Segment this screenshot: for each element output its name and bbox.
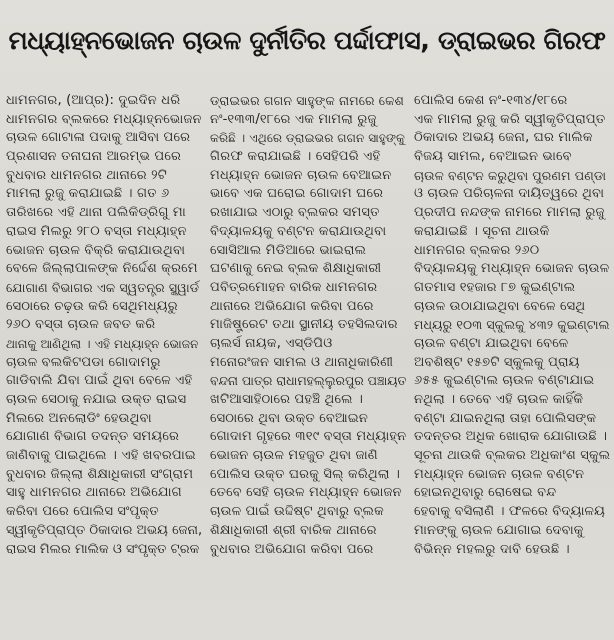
text-line: ପୋଲିସ କେଶ ନଂ-୧୩୪/୧୮ରେ (414, 93, 568, 108)
text-line: ଅବଶିଷ୍ଟ ୧୫୭ଟି ସ୍କୁଲକୁ ପ୍ରାୟ (414, 354, 580, 370)
text-line: ସୋସିଆଲ ମିଡିଆରେ ଭାଇରାଲ (210, 242, 367, 258)
text-line: ଥାନାରେ ଅଭିଯୋଗ କରିବା ପରେ (210, 298, 374, 314)
text-line: ଭୋଜନ ଚାଉଳ ବିକ୍ରି କରାଯାଉଥିବା (6, 242, 186, 258)
text-line: ବିଭିନ୍ନ ମହଲରୁ ଦାବି ହେଉଛି । (414, 541, 570, 557)
text-line: ସେଠାରେ ଚଢ଼ଉ କରି ସେଥିମଧ୍ୟରୁ (6, 298, 178, 314)
text-line: ନଥିଲା । ତେବେ ଏହି ଚାଉଳ କାହିଁକି (414, 392, 584, 407)
text-line: ଗିରଫ କରାଯାଇଛି । ସେହିପରି ଏହି (210, 149, 381, 165)
article-column-3 (414, 92, 610, 638)
text-line: ବଣ୍ଟା ଯାଇନଥିଲା ତାହା ପୋଲିସଙ୍କ (414, 410, 597, 426)
text-line: ଥାନାକୁ ଆଣିଥିଲା । ଏହି ମଧ୍ୟାହ୍ନ ଭୋଜନ (6, 336, 199, 351)
text-line: ଏକ ମାମଲା ରୁଜୁ କରି ସ୍ୱୀକୃତିପ୍ରାପ୍ତ (414, 111, 606, 127)
text-line: ବିଦ୍ୟାଳୟକୁ ମଧ୍ୟାହ୍ନ ଭୋଜନ ଚାଉଳ (414, 261, 610, 277)
text-line: ଚାଉଳ ପାଇଁ ଉଦ୍ଦିଷ୍ଟ ଥିବାରୁ ବ୍ଲକ (210, 504, 385, 520)
text-line: ଚାଲର୍ସ ନାୟକ, ଏସ୍ଡିପିଓ (210, 335, 333, 351)
text-line: ବୁଧବାର ଧାମନଗର ଥାନାରେ ୨ଟି (6, 167, 167, 183)
text-line: ଖଟିଆସାହିଠାରେ ପହଞ୍ଚି ଥିଲେ । (210, 392, 364, 407)
text-line: ଗତମାସ ୧ହଜାର ୮୭ କୁଇଣ୍ଟାଲ (414, 279, 576, 295)
text-line: ବନ୍ଦନା ପାତ୍ର ରାଧାମହଲ୍ଲୁରପୁର ପଞ୍ଚାୟତ (210, 374, 406, 389)
text-line: ଠିକାଦାର ଅଭୟ ଜେନା, ଘର ମାଲିକ (414, 130, 593, 146)
text-line: ସ୍ୱୀକୃତିପ୍ରାପ୍ତ ଠିକାଦାର ଅଭୟ ଜେନା, (6, 522, 202, 538)
text-line: ମଧ୍ୟରୁ ୧୦୩ ସ୍କୁଲକୁ ୪୩୨ କୁଇଣ୍ଟାଲ (414, 317, 610, 333)
text-line: ପ୍ରଶାସନ ତନାଘନା ଆରମ୍ଭ ପରେ (6, 149, 182, 165)
text-line: ସେଠାରେ ଥିବା ଉକ୍ତ ବେଆଇନ (210, 410, 369, 426)
text-line: ଚାଉଳ ସେଠାକୁ ନଯାଇ ଉକ୍ତ ରାଇସ (6, 392, 187, 407)
text-line: ଚାଉଳ ଗୋଟାଳା ପଦାକୁ ଆସିବା ପରେ (6, 130, 191, 146)
article-body (6, 92, 610, 638)
text-line: ୬୫୫ କୁଇଣ୍ଟାଲ ଚାଉଳ ବଣ୍ଟାଯାଇ (414, 373, 595, 389)
text-line: ଧାମନଗର, (ଆପ୍ର): ଦୁଇଦିନ ଧରି (6, 93, 181, 108)
article-column-2 (210, 92, 406, 638)
text-line: ସାହୁ ଧାମନଗର ଥାନାରେ ଅଭିଯୋଗ (6, 485, 182, 501)
text-line: ଓ ଚାଉଳ ପରିଚାଳନା ଦାୟିତ୍ୱରେ ଥିବା (414, 186, 605, 202)
text-line: ୨୬୦ ବସ୍ତା ଚାଉଳ ଜବତ କରି (6, 317, 156, 333)
text-line: ବିଜୟ ସାମଲ, ବେଆଇନ ଭାବେ (414, 149, 572, 165)
text-line: ବୁଧବାର ଅଭିଯୋଗ କରିବା ପରେ (210, 541, 374, 557)
text-line: ଜାଣିବାକୁ ପାଇଥିଲେ । ଏହି ଖବରପାଇ (6, 448, 196, 464)
text-line: ହୋଇନଥିବାରୁ ରୋଷେଇ ବନ୍ଦ (414, 485, 557, 501)
text-line: ମଧ୍ୟାହ୍ନ ଭୋଜନ ଚାଉଳ ବଣ୍ଟନ (414, 466, 585, 482)
text-line: ଧାମନଗର ବ୍ଲକରେ ମଧ୍ୟାହ୍ନଭୋଜନ (6, 111, 202, 127)
text-line: ଡ୍ରାଇଭର ଗଗନ ସାହୁଙ୍କ ନାମରେ କେଶ (210, 93, 404, 108)
text-line: ରାଇସ ମିଲରୁ ୨୮୦ ବସ୍ତା ମଧ୍ୟାହ୍ନ (6, 223, 187, 239)
text-line: ମାମଲା ରୁଜୁ କରାଯାଇଛି । ଗତ ୬ (6, 186, 170, 202)
text-line: ପବିତ୍ରମୋହନ ବାରିକ ଧାମନଗର (210, 279, 378, 295)
text-line: ନଂ-୧୩୩/୧୮ରେ ଏକ ମାମଲା ରୁଜୁ (210, 111, 377, 127)
text-line: ରାଇସ ମିଲର ମାଲିକ ଓ ସଂପୃକ୍ତ ଟ୍ରକ (6, 541, 200, 557)
text-line: ମନୋରଂଜନ ସାମଲ ଓ ଥାନାଧିକାରିଣୀ (210, 354, 394, 370)
text-line: ମଧ୍ୟାହ୍ନ ଭୋଜନ ଚାଉଳ ବେଆଇନ (210, 167, 392, 183)
text-line: ବେଳେ ଜିଲ୍ଲାପାଳଙ୍କ ନିର୍ଦ୍ଦେଶ କ୍ରମେ (6, 261, 198, 277)
text-line: ମାଜିଷ୍ଟ୍ରେଟ ତଥା ସ୍ଥାନୀୟ ତହସିଲଦାର (210, 317, 398, 333)
text-line: ଚାଉଳ ବଲକିଟପଡା ଗୋଦାମରୁ (6, 354, 161, 370)
text-line: କରିଛି । ଏଥିରେ ଡ୍ରାଇଭର ଗଗନ ସାହୁଙ୍କୁ (210, 131, 405, 146)
text-line: ସୂଚନା ଥାଉକି ବ୍ଲକର ଅଧିକାଂଶ ସ୍କୁଲ (414, 448, 610, 464)
article-column-1 (6, 92, 202, 638)
text-line: ଗୋଦାମ ଗୃହରେ ୩୧୯ ବସ୍ତା ମଧ୍ୟାହ୍ନ (210, 429, 406, 445)
text-line: ରଖାଯାଇ ଏଠାରୁ ବ୍ଲକର ସମସ୍ତ (210, 205, 380, 221)
text-line: ତେବେ ସେହି ଚାଉଳ ମଧ୍ୟାହ୍ନ ଭୋଜନ (210, 485, 402, 501)
text-line: ତଦନ୍ତର ଅଧିକ ଖୋରାକ ଯୋଗାଉଛି । (414, 429, 608, 445)
text-line: ଧାମନଗର ବ୍ଲକର ୨୬୦ (414, 242, 540, 258)
text-line: ତାରିଖରେ ଏହି ଥାନା ପଲିକିଡ୍ରିଗୁ ମା (6, 205, 186, 221)
text-line: ମିଲରେ ଅନଲୋଡିଂ ହେଉଥିବା (6, 410, 152, 426)
text-line: ଯୋଗାଣ ବିଭାଗର ଏକ ସ୍ୱତନ୍ତ୍ର ସ୍କ୍ୱାର୍ଡ (6, 279, 200, 295)
text-line: ଭୋଜନ ଚାଉଳ ମହଜୁତ ଥିବା ଜାଣି (210, 448, 378, 464)
text-line: ଘଟଣାକୁ ନେଇ ବ୍ଲକ ଶିକ୍ଷାଧିକାରୀ (210, 261, 382, 277)
text-line: ଯୋଗାଣ ବିଭାଗ ତଦନ୍ତ ସମୟରେ (6, 429, 180, 445)
headline: ମଧ୍ୟାହ୍ନଭୋଜନ ଚାଉଳ ଦୁର୍ନୀତିର ପର୍ଦ୍ଦାଫାସ, ଡ୍ରାଇଭର ଗିରଫ (8, 26, 606, 56)
text-line: ଗାଡିବାଲି ଯିବା ପାଇଁ ଥିବା ବେଳେ ଏହି (6, 373, 193, 389)
text-line: ପୋଲିସ ଉକ୍ତ ଘରକୁ ସିଲ୍ କରିଥିଲା । (210, 466, 401, 482)
text-line: ମାନଙ୍କୁ ଚାଉଳ ଯୋଗାଇ ଦେବାକୁ (414, 522, 584, 538)
text-line: କରାଯାଇଛି । ସୂଚନା ଥାଉକି (414, 223, 550, 239)
text-line: ଚାଉଳ ବଣ୍ଟା ଯାଇଥିବା ବେଳେ (414, 335, 569, 351)
text-line: ଭାବେ ଏକ ଘରୋଇ ଗୋଦାମ ଘରେ (210, 186, 384, 202)
text-line: ଶିକ୍ଷାଧିକାରୀ ଶ୍ରୀ ବାରିକ ଥାନାରେ (210, 522, 377, 538)
text-line: ପ୍ରଦୀପ ନନ୍ଦଙ୍କ ନାମରେ ମାମଲା ରୁଜୁ (414, 205, 605, 221)
text-line: ଚାଉଳ ଉଠାଯାଇଥିବା ବେଳେ ସେଥି (414, 298, 586, 314)
text-line: ବିଦ୍ୟାଳୟକୁ ବଣ୍ଟନ କରାଯାଉଥିବା (210, 223, 387, 239)
text-line: କରିବା ପରେ ପୋଲିସ ସଂପୃକ୍ତ (6, 504, 159, 520)
text-line: ବୁଧବାର ଜିଲ୍ଲା ଶିକ୍ଷାଧିକାରୀ ସଂଗ୍ରାମ (6, 466, 194, 482)
text-line: ହେବାକୁ ବସିଲାଣି । ଫଳରେ ବିଦ୍ୟାଳୟ (414, 504, 606, 520)
text-line: ଚାଉଳ ବଣ୍ଟନ କରୁଥିବା ପୁରଣମ ପଣ୍ଡା (414, 167, 607, 183)
